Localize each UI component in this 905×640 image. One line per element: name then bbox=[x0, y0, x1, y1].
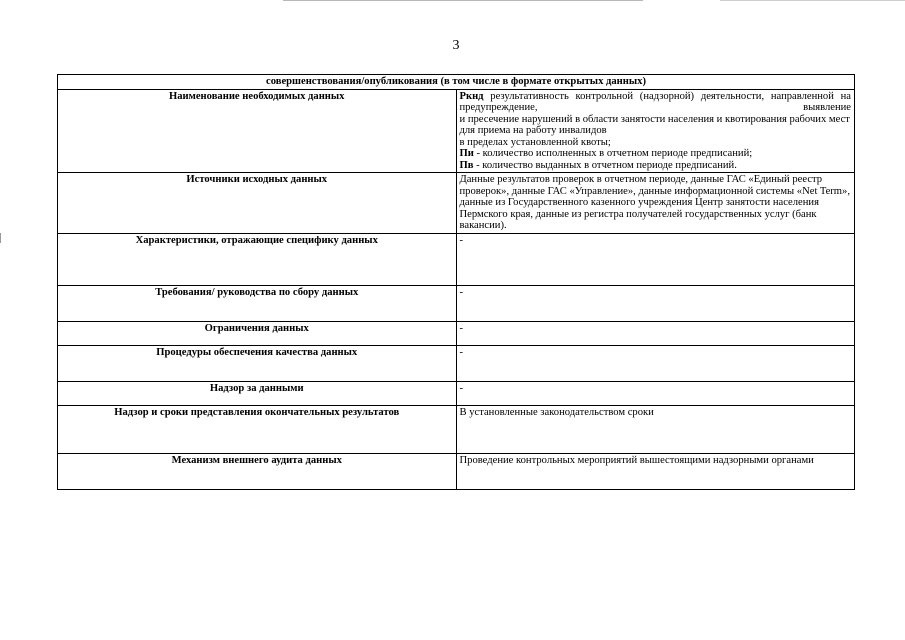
formula-text: - количество выданных в отчетном периоде предписаний. bbox=[473, 159, 737, 171]
table-row bbox=[58, 89, 855, 173]
row-value bbox=[456, 89, 855, 173]
table-row bbox=[58, 285, 855, 321]
formula-definition-line: и пресечение нарушений в области занятости населения и квотирования рабочих мест для приема на работу инвалидов bbox=[459, 113, 850, 136]
row-value: - bbox=[456, 233, 855, 285]
formula-definition-line bbox=[460, 148, 852, 160]
formula-definition-line: в пределах установленной квоты; bbox=[459, 136, 611, 148]
data-passport-table bbox=[57, 74, 855, 490]
row-label: Источники исходных данных bbox=[58, 173, 457, 234]
row-label: Характеристики, отражающие специфику данных bbox=[58, 233, 457, 285]
formula-symbol: Пв bbox=[459, 159, 474, 171]
table-row bbox=[58, 321, 855, 345]
table-row bbox=[58, 173, 855, 234]
formula-text: - количество исполненных в отчетном периоде предписаний; bbox=[473, 148, 753, 159]
row-value: Данные результатов проверок в отчетном периоде, данные ГАС «Единый реестр проверок», данные ГАС «Управление», данные информационной системы «Net Term», данные из Государственного казенного учреждения Центр занятости населения Пермского края, данные из регистра получателей государственных услуг (банк вакансии). bbox=[456, 173, 855, 234]
table-header-continuation: совершенствования/опубликования (в том числе в формате открытых данных) bbox=[58, 75, 855, 90]
row-value: В установленные законодательством сроки bbox=[456, 405, 855, 453]
scan-edge-line bbox=[720, 0, 905, 1]
table-row bbox=[58, 233, 855, 285]
table-row bbox=[58, 453, 855, 489]
row-value: - bbox=[456, 345, 855, 381]
row-label: Надзор за данными bbox=[58, 381, 457, 405]
scan-edge-line bbox=[283, 0, 643, 1]
formula-definition-line bbox=[460, 160, 852, 172]
row-value: - bbox=[456, 321, 855, 345]
table-row bbox=[58, 405, 855, 453]
row-label: Наименование необходимых данных bbox=[58, 89, 457, 173]
row-label: Надзор и сроки представления окончательных результатов bbox=[58, 405, 457, 453]
row-label: Процедуры обеспечения качества данных bbox=[58, 345, 457, 381]
row-label: Механизм внешнего аудита данных bbox=[58, 453, 457, 489]
table-row bbox=[58, 381, 855, 405]
row-value: Проведение контрольных мероприятий вышестоящими надзорными органами bbox=[456, 453, 855, 489]
formula-symbol: Ркнд bbox=[459, 90, 484, 102]
row-value: - bbox=[456, 381, 855, 405]
row-label: Ограничения данных bbox=[58, 321, 457, 345]
table-row bbox=[58, 75, 855, 90]
row-label: Требования/ руководства по сбору данных bbox=[58, 285, 457, 321]
formula-symbol: Пи bbox=[459, 148, 474, 159]
formula-definition-line bbox=[460, 91, 852, 114]
page-number: 3 bbox=[452, 38, 460, 53]
scan-edge-mark bbox=[0, 233, 4, 243]
table-row bbox=[58, 345, 855, 381]
formula-text: результативность контрольной (надзорной) деятельности, направленной на предупреждение, выявление bbox=[459, 90, 851, 113]
row-value: - bbox=[456, 285, 855, 321]
